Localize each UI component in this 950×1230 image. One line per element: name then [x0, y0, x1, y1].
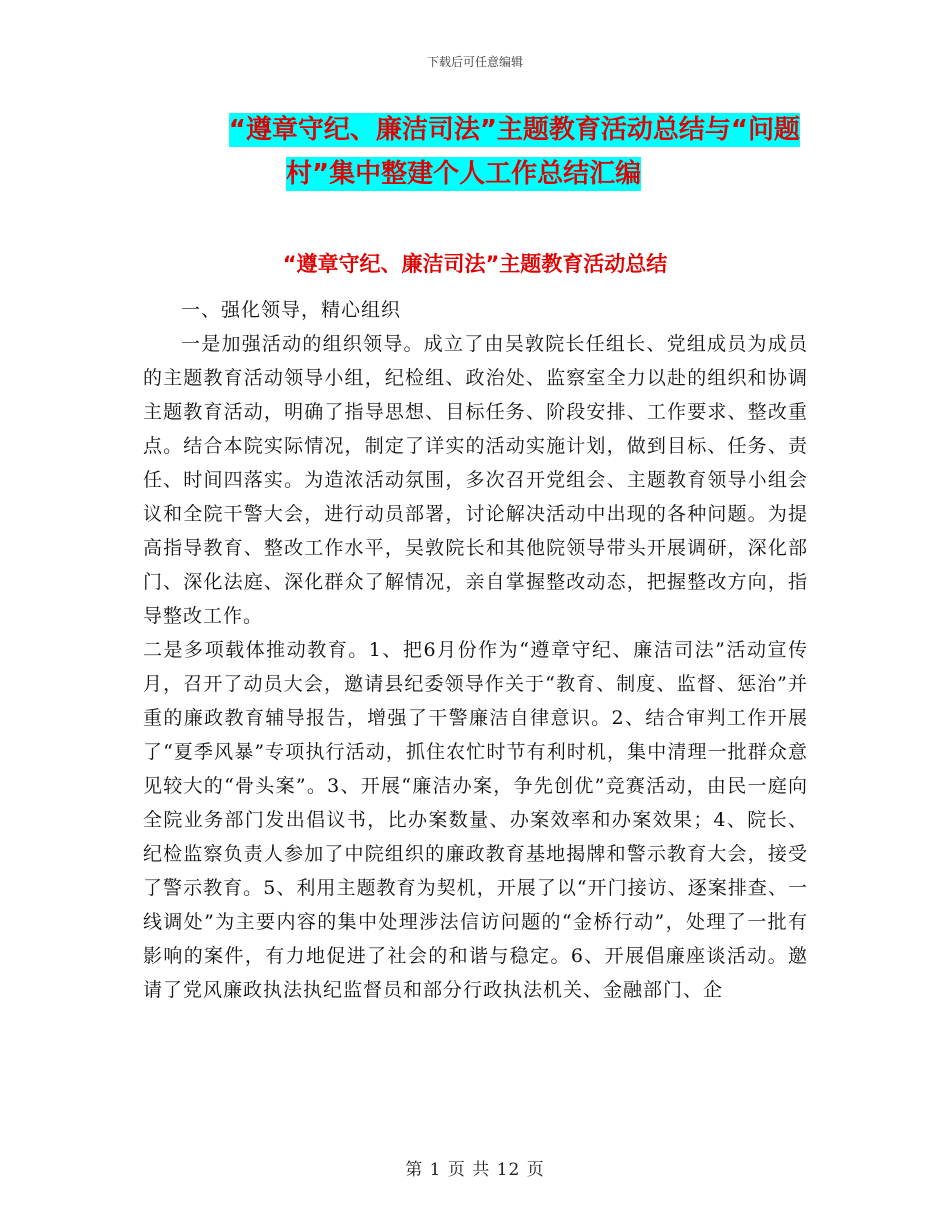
paragraph-2: 二是多项载体推动教育。1、把6月份作为“遵章守纪、廉洁司法”活动宣传月，召开了动员大会，邀请县纪委领导作关于“教育、制度、监督、惩治”并重的廉政教育辅导报告，增强了干警廉洁自律意识。2、结合审判工作开展了“夏季风暴”专项执行活动，抓住农忙时节有利时机，集中清理一批群众意见较大的“骨头案”。3、开展“廉洁办案，争先创优”竞赛活动，由民一庭向全院业务部门发出倡议书，比办案数量、办案效率和办案效果；4、院长、纪检监察负责人参加了中院组织的廉政教育基地揭牌和警示教育大会，接受了警示教育。5、利用主题教育为契机，开展了以“开门接访、逐案排查、一线调处”为主要内容的集中处理涉法信访问题的“金桥行动”，处理了一批有影响的案件，有力地促进了社会的和谐与稳定。6、开展倡廉座谈活动。邀请了党风廉政执法执纪监督员和部分行政执法机关、金融部门、企	[143, 639, 808, 1001]
page-number: 第 1 页 共 12 页	[405, 1160, 545, 1180]
document-title-line-1	[190, 108, 810, 152]
body-text	[143, 293, 808, 1007]
document-title-line-1-text: “遵章守纪、廉洁司法”主题教育活动总结与“问题	[228, 115, 800, 145]
document-title-line-2	[190, 152, 810, 196]
page-header-note: 下载后可任意编辑	[426, 55, 523, 69]
paragraph-1: 一是加强活动的组织领导。成立了由吴敦院长任组长、党组成员为成员的主题教育活动领导小组，纪检组、政治处、监察室全力以赴的组织和协调主题教育活动，明确了指导思想、目标任务、阶段安排、工作要求、整改重点。结合本院实际情况，制定了详实的活动实施计划，做到目标、任务、责任、时间四落实。为造浓活动氛围，多次召开党组会、主题教育领导小组会议和全院干警大会，进行动员部署，讨论解决活动中出现的各种问题。为提高指导教育、整改工作水平，吴敦院长和其他院领导带头开展调研，深化部门、深化法庭、深化群众了解情况，亲自掌握整改动态，把握整改方向，指导整改工作。	[143, 333, 808, 627]
section-title: “遵章守纪、廉洁司法”主题教育活动总结	[282, 252, 668, 276]
paragraph-heading-1: 一、强化领导，精心组织	[181, 299, 402, 321]
document-title	[190, 108, 810, 196]
document-title-line-2-text: 村”集中整建个人工作总结汇编	[286, 159, 642, 189]
